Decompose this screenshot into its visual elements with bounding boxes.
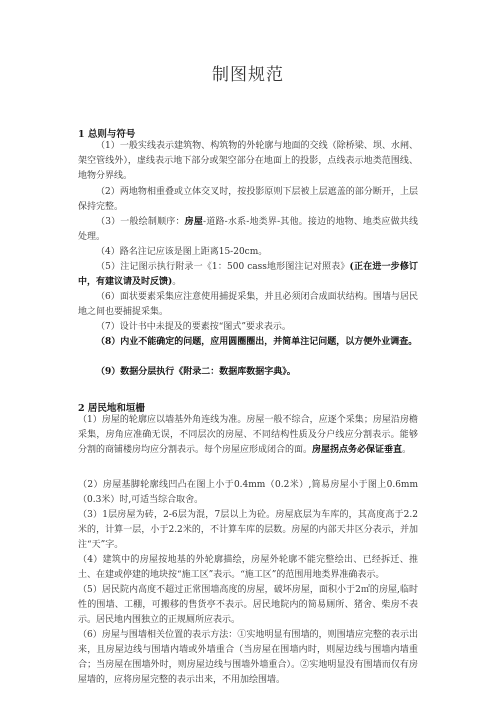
- paragraph-1-5: （5）注记图示执行附录一《1：500 cass地形图注记对照表》(正在进一步修订中，有建议请及时反馈)。: [78, 262, 418, 287]
- paragraph-1-1: （1）一般实线表示建筑物、构筑物的外轮廓与地面的交线（除桥梁、坝、水闸、架空管线外），虚线表示地下部分或架空部分在地面上的投影，点线表示地类范围线、地物分界线。: [78, 141, 418, 181]
- paragraph-1-4: （4）路名注记应该是图上距离15-20cm。: [96, 247, 268, 257]
- paragraph-2-6: （6）房屋与围墙相关位置的表示方法：①实地明显有围墙的，则围墙应完整的表示出来，且房屋边线与围墙内墙或外墙重合（当房屋在围墙内时，则屋边线与围墙内墙重合；当房屋在围墙外时，则房屋边线与围墙外墙重合）。②实地明显没有围墙而仅有房屋墙的，应将房屋完整的表示出来，不用加绘围墙。: [78, 630, 418, 685]
- paragraph-2-2: （2）房屋基脚轮廓线凹凸在图上小于0.4mm（0.2米）,简易房屋小于图上0.6mm（0.3米）时,可适当综合取舍。: [78, 480, 418, 505]
- paragraph-2-4: （4）建筑中的房屋按地基的外轮廓描绘，房屋外轮廓不能完整绘出、已经拆迁、推土、在建或停建的地块按“施工区”表示。“施工区”的范围用地类界准确表示。: [78, 555, 418, 580]
- paragraph-1-2: （2）两地物相重叠或立体交叉时，按投影原则下层被上层遮盖的部分断开，上层保持完整。: [78, 187, 418, 212]
- section-heading-residential: 2 居民地和垣栅: [78, 403, 145, 414]
- paragraph-2-3: （3）1层房屋为砖，2-6层为混，7层以上为砼。房屋底层为车库的，其高度高于2.2米的，计算一层，小于2.2米的，不计算车库的层数。房屋的内部天井区分表示，并加注“天”字。: [78, 510, 418, 550]
- page-title: 制图规范: [212, 65, 284, 85]
- paragraph-1-8: （8）内业不能确定的问题，应用圆圈圈出，并简单注记问题，以方便外业调查。: [96, 337, 418, 347]
- paragraph-1-9: （9）数据分层执行《附录二：数据库数据字典》。: [96, 367, 296, 377]
- section-heading-general: 1 总则与符号: [78, 129, 136, 140]
- paragraph-1-3: （3）一般绘制顺序：房屋-道路-水系-地类界-其他。接边的地物、地类应做共线处理。: [78, 217, 418, 242]
- paragraph-2-1: （1）房屋的轮廓应以墙基外角连线为准。房屋一般不综合，应逐个采集；房屋沿房檐采集，房角应准确无误，不同层次的房屋、不同结构性质及分户线应分割表示。能够分割的商铺楼房均应分割表示。每个房屋应形成闭合的面。房屋拐点务必保证垂直。: [78, 415, 418, 455]
- paragraph-1-6: （6）面状要素采集应注意使用捕捉采集，并且必须闭合成面状结构。围墙与居民地之间也要捕捉采集。: [78, 292, 418, 317]
- paragraph-2-5: （5）居民院内高度不超过正常围墙高度的房屋，破坏房屋，面积小于2㎡的房屋,临时性的围墙、工棚，可搬移的售货亭不表示。居民地院内的简易厕所、猪舍、柴房不表示。居民地内围独立的正规厕所应表示。: [78, 585, 418, 625]
- paragraph-1-7: （7）设计书中未提及的要素按“图式”要求表示。: [96, 322, 291, 332]
